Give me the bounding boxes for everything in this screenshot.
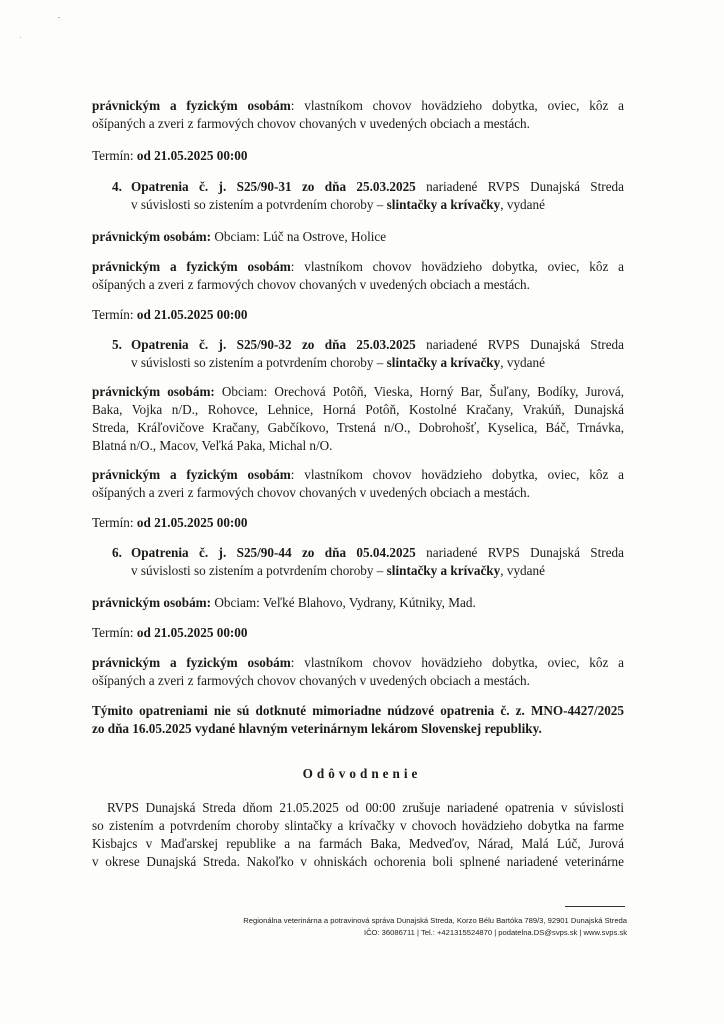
paragraph-text: Obciam: Orechová Potôň, Vieska, Horný Bar, Šuľany, Bodíky, Jurová, — [214, 384, 624, 399]
measure-reference: Opatrenia č. j. S25/90-31 zo dňa 25.03.2025 — [131, 179, 416, 194]
paragraph-text: : vlastníkom chovov hovädzieho dobytka, oviec, kôz a — [290, 467, 624, 482]
bold-heading: právnickým a fyzickým osobám — [92, 467, 291, 482]
deadline-label: Termín: — [92, 625, 137, 640]
paragraph-text: , vydané — [500, 563, 545, 578]
paragraph-text: Blatná n/O., Macov, Veľká Paka, Michal n/O. — [92, 438, 333, 453]
bold-heading: právnickým osobám: — [92, 384, 215, 399]
paragraph-legal-natural-persons-1 — [92, 97, 624, 115]
disease-name: slintačky a krívačky — [386, 563, 501, 578]
deadline-value: od 21.05.2025 00:00 — [136, 515, 248, 530]
paragraph-legal-natural-persons-2 — [92, 258, 624, 276]
footer-contacts: IČO: 36086711 | Tel.: +421315524870 | podatelna.DS@svps.sk | www.svps.sk — [363, 928, 627, 937]
measure-reference: Opatrenia č. j. S25/90-44 zo dňa 05.04.2025 — [131, 545, 416, 560]
paragraph-legal-persons-1 — [92, 228, 624, 246]
paragraph-text: ošípaných a zveri z farmových chovov chovaných v uvedených obciach a mestách. — [92, 485, 530, 500]
deadline-2 — [92, 306, 624, 324]
deadline-value: od 21.05.2025 00:00 — [136, 625, 248, 640]
measure-reference: Opatrenia č. j. S25/90-32 zo dňa 25.03.2025 — [131, 337, 416, 352]
paragraph-legal-natural-persons-3 — [92, 466, 624, 484]
paragraph-text: : vlastníkom chovov hovädzieho dobytka, oviec, kôz a — [290, 655, 624, 670]
paragraph-text: , vydané — [500, 197, 545, 212]
paragraph-legal-persons-3 — [92, 594, 624, 612]
page-footer — [243, 915, 627, 939]
paragraph-text: so zistením a potvrdením choroby slintačky a krívačky v chovoch hovädzieho dobytka na farme — [92, 818, 624, 833]
list-number: 4. — [112, 179, 122, 194]
disease-name: slintačky a krívačky — [386, 355, 501, 370]
paragraph-text: v súvislosti so zistením a potvrdením choroby – — [131, 197, 387, 212]
paragraph-text: nariadené RVPS Dunajská Streda — [415, 545, 624, 560]
emergency-measures-note — [92, 702, 624, 720]
deadline-4 — [92, 624, 624, 642]
paragraph-line — [92, 720, 624, 738]
list-item-4-line2 — [112, 196, 624, 214]
paragraph-text: nariadené RVPS Dunajská Streda — [415, 179, 624, 194]
paragraph-text: zo dňa 16.05.2025 vydané hlavným veterinárnym lekárom Slovenskej republiky. — [92, 721, 542, 736]
paragraph-legal-natural-persons-4 — [92, 654, 624, 672]
disease-name: slintačky a krívačky — [386, 197, 501, 212]
paragraph-text: ošípaných a zveri z farmových chovov chovaných v uvedených obciach a mestách. — [92, 673, 530, 688]
paragraph-line — [92, 817, 624, 835]
section-title: Odôvodnenie — [302, 766, 422, 781]
list-item-5 — [112, 336, 624, 354]
paragraph-text: , vydané — [500, 355, 545, 370]
paragraph-line — [92, 276, 624, 294]
paragraph-text: : vlastníkom chovov hovädzieho dobytka, oviec, kôz a — [290, 98, 624, 113]
bold-heading: právnickým osobám: — [92, 229, 212, 244]
deadline-3 — [92, 514, 624, 532]
scan-speck — [58, 17, 60, 18]
list-item-4 — [112, 178, 624, 196]
paragraph-text: v súvislosti so zistením a potvrdením choroby – — [131, 563, 387, 578]
bold-heading: právnickým a fyzickým osobám — [92, 98, 291, 113]
paragraph-text: nariadené RVPS Dunajská Streda — [415, 337, 624, 352]
paragraph-text: Streda, Kráľovičove Kračany, Gabčíkovo, Trstená n/O., Dobrohošť, Kyselica, Báč, Trnávka, — [92, 420, 624, 435]
paragraph-line — [92, 437, 624, 455]
bold-heading: právnickým osobám: — [92, 595, 212, 610]
deadline-value: od 21.05.2025 00:00 — [136, 148, 248, 163]
paragraph-text: Baka, Vojka n/D., Rohovce, Lehnice, Horná Potôň, Kostolné Kračany, Vrakúň, Dunajská — [92, 402, 624, 417]
paragraph-text: v okrese Dunajská Streda. Nakoľko v ohniskách ochorenia boli splnené nariadené veterinárne — [92, 854, 624, 869]
paragraph-text: ošípaných a zveri z farmových chovov chovaných v uvedených obciach a mestách. — [92, 116, 530, 131]
deadline-label: Termín: — [92, 307, 137, 322]
reasoning-paragraph — [92, 799, 624, 817]
paragraph-line — [92, 853, 624, 871]
footer-divider — [565, 906, 625, 907]
deadline-1 — [92, 147, 624, 165]
footer-address: Regionálna veterinárna a potravinová správa Dunajská Streda, Korzo Bélu Bartóka 789/3, 92901 Dunajská Streda — [243, 916, 627, 925]
paragraph-text: : vlastníkom chovov hovädzieho dobytka, oviec, kôz a — [290, 259, 624, 274]
paragraph-text: Kisbajcs v Maďarskej republike a na farmách Baka, Medveďov, Nárad, Malá Lúč, Jurová — [92, 836, 624, 851]
list-item-5-line2 — [112, 354, 624, 372]
list-item-6 — [112, 544, 624, 562]
deadline-label: Termín: — [92, 148, 137, 163]
paragraph-text: Týmito opatreniami nie sú dotknuté mimoriadne núdzové opatrenia č. z. MNO-4427/2025 — [92, 703, 624, 718]
paragraph-text: RVPS Dunajská Streda dňom 21.05.2025 od 00:00 zrušuje nariadené opatrenia v súvislosti — [107, 800, 624, 815]
paragraph-legal-persons-2 — [92, 383, 624, 401]
paragraph-text: ošípaných a zveri z farmových chovov chovaných v uvedených obciach a mestách. — [92, 277, 530, 292]
paragraph-line — [92, 401, 624, 419]
paragraph-text: Obciam: Lúč na Ostrove, Holice — [211, 229, 387, 244]
bold-heading: právnickým a fyzickým osobám — [92, 655, 291, 670]
paragraph-line — [92, 115, 624, 133]
deadline-value: od 21.05.2025 00:00 — [136, 307, 248, 322]
paragraph-line — [92, 419, 624, 437]
paragraph-line — [92, 835, 624, 853]
list-number: 5. — [112, 337, 122, 352]
paragraph-text: Obciam: Veľké Blahovo, Vydrany, Kútniky, Mad. — [211, 595, 476, 610]
deadline-label: Termín: — [92, 515, 137, 530]
scan-speck — [20, 37, 21, 38]
paragraph-line — [92, 484, 624, 502]
paragraph-line — [92, 672, 624, 690]
bold-heading: právnickým a fyzickým osobám — [92, 259, 291, 274]
list-item-6-line2 — [112, 562, 624, 580]
list-number: 6. — [112, 545, 122, 560]
paragraph-text: v súvislosti so zistením a potvrdením choroby – — [131, 355, 387, 370]
